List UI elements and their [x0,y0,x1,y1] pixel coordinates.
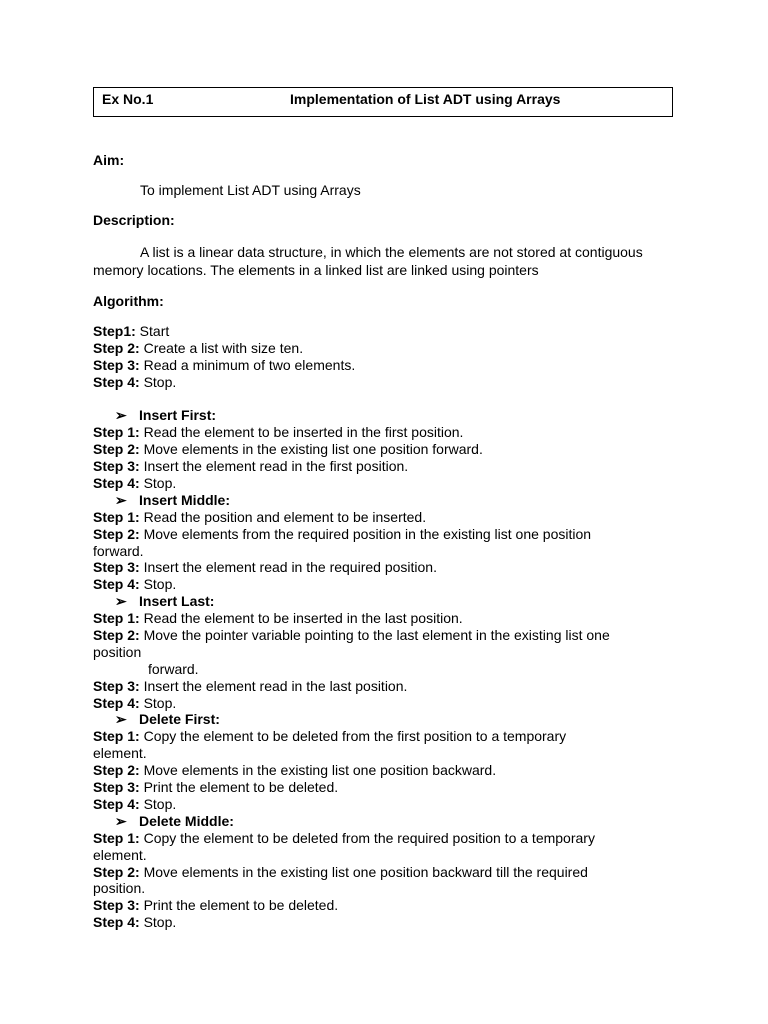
arrow-bullet-icon: ➢ [115,711,127,728]
aim-text: To implement List ADT using Arrays [140,182,361,198]
insert-first-step-4: Step 4: Stop. [93,475,177,492]
delete-first-heading: ➢ Delete First: [115,711,220,728]
insert-first-step-1: Step 1: Read the element to be inserted in the first position. [93,424,464,441]
insert-last-heading: ➢ Insert Last: [115,593,215,610]
arrow-bullet-icon: ➢ [115,812,127,829]
title-box [93,87,673,117]
delete-middle-step-2-cont: position. [93,880,146,897]
exercise-title: Implementation of List ADT using Arrays [290,91,561,107]
delete-middle-heading: ➢ Delete Middle: [115,812,234,829]
arrow-bullet-icon: ➢ [115,491,127,508]
insert-last-step-2: Step 2: Move the pointer variable pointing to the last element in the existing list one [93,627,610,644]
delete-middle-step-1-cont: element. [93,846,147,863]
delete-first-step-1: Step 1: Copy the element to be deleted from the first position to a temporary [93,728,567,745]
insert-first-step-2: Step 2: Move elements in the existing list one position forward. [93,441,483,458]
algorithm-heading: Algorithm: [93,293,164,309]
insert-middle-heading: ➢ Insert Middle: [115,491,231,508]
insert-middle-step-2: Step 2: Move elements from the required position in the existing list one position [93,525,592,542]
arrow-bullet-icon: ➢ [115,593,127,610]
insert-last-step-4: Step 4: Stop. [93,694,177,711]
exercise-number: Ex No.1 [102,91,154,107]
arrow-bullet-icon: ➢ [115,407,127,424]
algorithm-steps [93,323,693,931]
main-step-3: Step 3: Read a minimum of two elements. [93,356,356,373]
insert-middle-step-3: Step 3: Insert the element read in the required position. [93,559,437,576]
description-line-2: memory locations. The elements in a linked list are linked using pointers [93,262,539,278]
delete-first-step-2: Step 2: Move elements in the existing list one position backward. [93,762,497,779]
delete-middle-step-3: Step 3: Print the element to be deleted. [93,897,339,914]
insert-middle-step-4: Step 4: Stop. [93,576,177,593]
delete-first-step-3: Step 3: Print the element to be deleted. [93,779,339,796]
insert-first-step-3: Step 3: Insert the element read in the first position. [93,458,409,475]
main-step-4: Step 4: Stop. [93,373,177,390]
aim-heading: Aim: [93,152,125,168]
description-line-1: A list is a linear data structure, in which the elements are not stored at contiguous [140,244,643,260]
delete-middle-step-2: Step 2: Move elements in the existing list one position backward till the required [93,863,588,880]
main-step-2: Step 2: Create a list with size ten. [93,339,304,356]
delete-middle-step-1: Step 1: Copy the element to be deleted from the required position to a temporary [93,829,595,846]
delete-middle-step-4: Step 4: Stop. [93,914,177,931]
delete-first-step-4: Step 4: Stop. [93,795,177,812]
insert-last-step-2-cont-2: forward. [148,660,199,677]
insert-last-step-1: Step 1: Read the element to be inserted in the last position. [93,610,463,627]
insert-middle-step-1: Step 1: Read the position and element to be inserted. [93,508,427,525]
insert-last-step-2-cont-1: position [93,643,142,660]
insert-middle-step-2-cont: forward. [93,542,144,559]
delete-first-step-1-cont: element. [93,745,147,762]
description-heading: Description: [93,212,175,228]
insert-first-heading: ➢ Insert First: [115,407,217,424]
insert-last-step-3: Step 3: Insert the element read in the last position. [93,677,408,694]
main-step-1: Step1: Start [93,323,170,339]
